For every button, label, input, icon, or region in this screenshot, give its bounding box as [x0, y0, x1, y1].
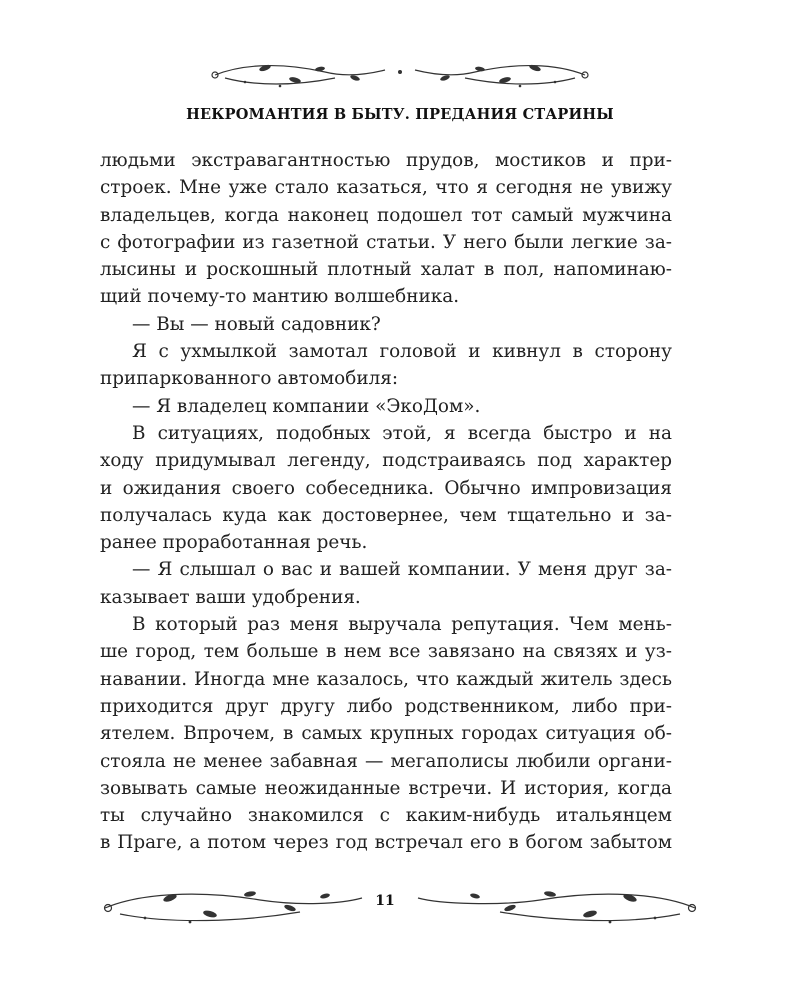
text-line: ятелем. Впрочем, в самых крупных городах ситуация об- [100, 723, 672, 745]
text-line: получалась куда как достовернее, чем тщательно и за- [100, 504, 672, 526]
text-line: с фотографии из газетной статьи. У него были легкие за- [100, 231, 672, 253]
text-line: навании. Иногда мне казалось, что каждый житель здесь [100, 668, 672, 690]
text-line: казывает ваши удобрения. [100, 586, 361, 608]
page-number: 11 [375, 893, 395, 909]
text-line: — Вы — новый садовник? [132, 313, 381, 335]
text-line: лысины и роскошный плотный халат в пол, напоминаю- [100, 259, 672, 281]
text-line: ходу придумывал легенду, подстраиваясь под характер [100, 450, 672, 472]
text-line: припаркованного автомобиля: [100, 368, 399, 390]
text-line: приходится друг другу либо родственником, либо при- [100, 695, 672, 717]
body-text [100, 147, 672, 857]
text-line: и ожидания своего собеседника. Обычно импровизация [100, 477, 672, 499]
text-line: стояла не менее забавная — мегаполисы любили органи- [100, 750, 672, 772]
text-line: В ситуациях, подобных этой, я всегда быстро и на [132, 422, 672, 444]
text-line: Я с ухмылкой замотал головой и кивнул в сторону [132, 341, 672, 363]
text-line: щий почему-то мантию волшебника. [100, 286, 460, 308]
bottom-floral-ornament-icon [100, 878, 700, 928]
text-line: ранее проработанная речь. [100, 532, 368, 554]
text-line: строек. Мне уже стало казаться, что я сегодня не увижу [100, 177, 672, 199]
text-line: в Праге, а потом через год встречал его в богом забытом [100, 832, 672, 854]
text-line: — Я владелец компании «ЭкоДом». [132, 395, 481, 417]
text-line: владельцев, когда наконец подошел тот самый мужчина [100, 204, 672, 226]
text-line: — Я слышал о вас и вашей компании. У меня друг за- [132, 559, 672, 581]
text-line: зовывать самые неожиданные встречи. И история, когда [100, 777, 672, 799]
text-line: ше город, тем больше в нем все завязано на связях и уз- [100, 641, 672, 663]
text-line: В который раз меня выручала репутация. Чем мень- [132, 614, 672, 636]
text-line: людьми экстравагантностью прудов, мостиков и при- [100, 150, 672, 171]
text-line: ты случайно знакомился с каким-нибудь итальянцем [100, 805, 672, 827]
top-floral-ornament-icon [205, 60, 595, 90]
running-head: НЕКРОМАНТИЯ В БЫТУ. ПРЕДАНИЯ СТАРИНЫ [186, 106, 614, 123]
